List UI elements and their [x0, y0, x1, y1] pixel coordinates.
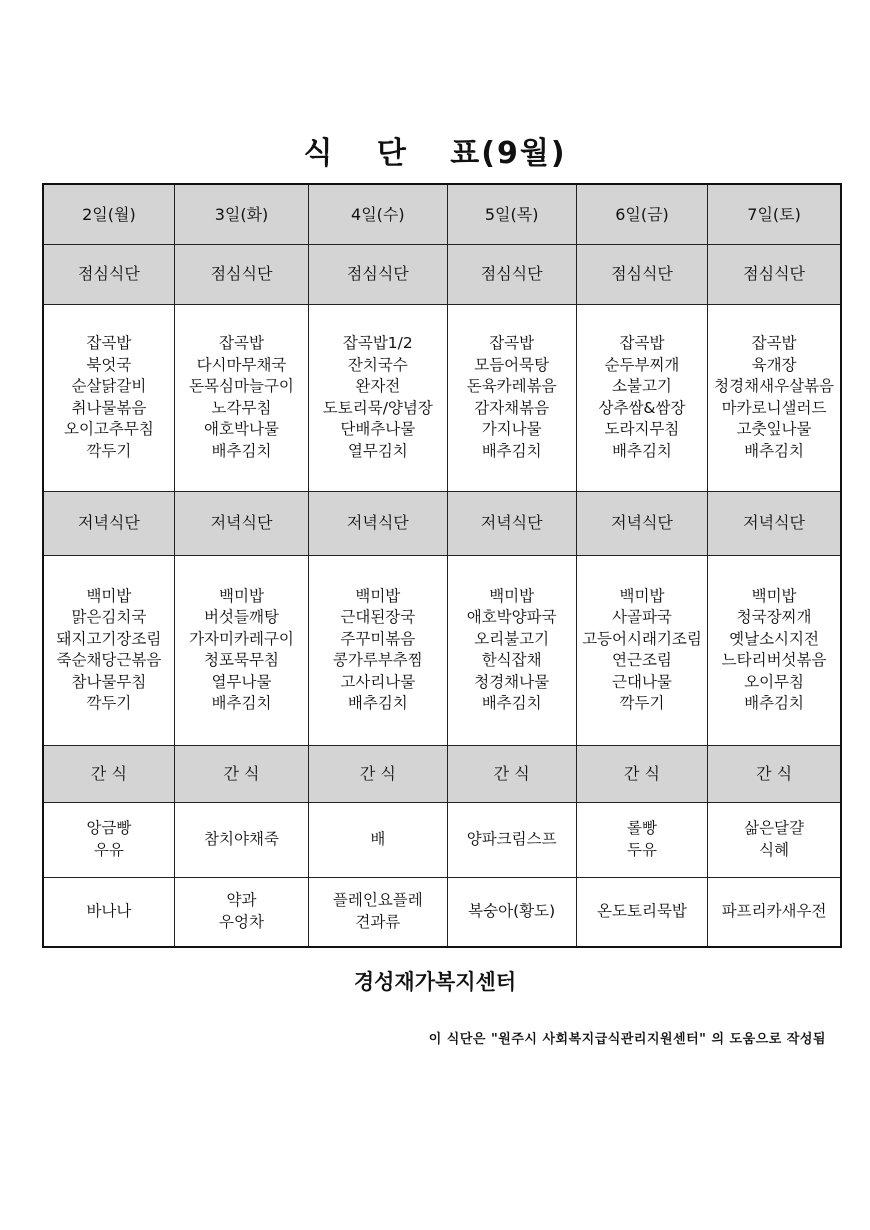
- menu-item: 소불고기: [612, 377, 672, 395]
- menu-item: 가자미카레구이: [189, 629, 294, 648]
- lunch-label-row: [43, 244, 841, 304]
- day-header: 7일(토): [708, 184, 841, 244]
- menu-item: 백미밥: [219, 586, 264, 605]
- menu-item: 근대된장국: [340, 608, 416, 626]
- dinner-menu-cell: [309, 555, 447, 745]
- menu-item: 취나물볶음: [71, 398, 147, 417]
- menu-item: 고춧잎나물: [736, 420, 812, 438]
- snack-row-1: [43, 802, 841, 877]
- snack-cell: [447, 802, 576, 877]
- snack-cell: [174, 802, 308, 877]
- menu-item: 잡곡밥: [219, 334, 264, 352]
- menu-item: 잡곡밥1/2: [342, 334, 413, 352]
- menu-item: 깍두기: [86, 694, 132, 712]
- snack-cell: [708, 802, 841, 877]
- menu-item: 다시마무채국: [196, 355, 287, 374]
- menu-item: 우유: [93, 840, 124, 859]
- menu-item: 오이무침: [744, 672, 805, 691]
- day-header: 2일(월): [43, 184, 174, 244]
- snack-cell: [309, 802, 447, 877]
- menu-item: 죽순채당근볶음: [56, 651, 162, 669]
- lunch-menu-cell: [43, 304, 174, 491]
- center-name: 경성재가복지센터: [353, 970, 517, 994]
- menu-item: 복숭아(황도): [468, 902, 556, 920]
- menu-item: 육개장: [751, 355, 797, 374]
- menu-item: 백미밥: [355, 586, 401, 605]
- menu-item: 잡곡밥: [619, 334, 665, 352]
- menu-item: 맑은김치국: [71, 608, 147, 626]
- dinner-menu-cell: [43, 555, 174, 745]
- menu-item: 근대나물: [612, 672, 672, 691]
- menu-item: 깍두기: [619, 694, 665, 712]
- page-title: 식 단 표(9월): [303, 136, 567, 171]
- snack-label-row: [43, 745, 841, 802]
- dinner-label: 저녁식단: [43, 491, 174, 555]
- menu-item: 열무김치: [347, 441, 408, 460]
- menu-item: 애호박나물: [204, 420, 279, 438]
- lunch-menu-row: [43, 304, 841, 491]
- menu-item: 옛날소시지전: [729, 629, 819, 648]
- menu-item: 고등어시래기조림: [582, 629, 702, 648]
- dinner-label-row: [43, 491, 841, 555]
- day-header: 4일(수): [309, 184, 447, 244]
- snack-cell: [576, 877, 707, 947]
- menu-item: 배추김치: [612, 441, 672, 460]
- menu-item: 오리불고기: [474, 629, 550, 648]
- menu-item: 마카로니샐러드: [721, 398, 827, 417]
- menu-item: 견과류: [355, 912, 401, 931]
- menu-item: 잡곡밥: [489, 334, 535, 352]
- dinner-label: 저녁식단: [576, 491, 707, 555]
- lunch-menu-cell: [447, 304, 576, 491]
- menu-item: 우엉차: [219, 912, 264, 931]
- lunch-menu-cell: [708, 304, 841, 491]
- menu-item: 백미밥: [751, 586, 797, 605]
- menu-item: 고사리나물: [340, 672, 416, 691]
- menu-item: 앙금빵: [86, 819, 132, 837]
- dinner-label: 저녁식단: [447, 491, 576, 555]
- day-header-row: [43, 184, 841, 244]
- lunch-label: 점심식단: [447, 244, 576, 304]
- dinner-menu-cell: [174, 555, 308, 745]
- menu-item: 백미밥: [489, 586, 535, 605]
- dinner-label: 저녁식단: [708, 491, 841, 555]
- snack-cell: [309, 877, 447, 947]
- dinner-menu-row: [43, 555, 841, 745]
- snack-cell: [447, 877, 576, 947]
- snack-label: 간 식: [309, 745, 447, 802]
- menu-item: 참나물무침: [71, 672, 147, 691]
- menu-item: 삶은달걀: [744, 819, 805, 837]
- menu-item: 애호박양파국: [466, 608, 557, 626]
- menu-item: 파프리카새우전: [721, 902, 827, 920]
- day-header: 3일(화): [174, 184, 308, 244]
- dinner-menu-cell: [708, 555, 841, 745]
- menu-item: 잡곡밥: [86, 334, 132, 352]
- day-header: 5일(목): [447, 184, 576, 244]
- lunch-menu-cell: [309, 304, 447, 491]
- menu-item: 식혜: [759, 840, 790, 859]
- menu-item: 백미밥: [86, 586, 132, 605]
- menu-item: 양파크림스프: [466, 829, 557, 848]
- menu-item: 도토리묵/양념장: [322, 398, 433, 417]
- menu-item: 노각무침: [211, 398, 272, 417]
- menu-item: 북엇국: [86, 355, 132, 374]
- snack-cell: [174, 877, 308, 947]
- dinner-menu-cell: [576, 555, 707, 745]
- snack-cell: [43, 877, 174, 947]
- menu-item: 한식잡채: [481, 651, 542, 669]
- snack-cell: [576, 802, 707, 877]
- dinner-label: 저녁식단: [309, 491, 447, 555]
- dinner-label: 저녁식단: [174, 491, 308, 555]
- day-header: 6일(금): [576, 184, 707, 244]
- menu-item: 단배추나물: [340, 420, 416, 438]
- snack-label: 간 식: [174, 745, 308, 802]
- menu-item: 가지나물: [481, 420, 542, 438]
- menu-item: 플레인요플레: [332, 891, 423, 910]
- menu-item: 상추쌈&쌈장: [598, 398, 686, 417]
- menu-item: 주꾸미볶음: [340, 629, 416, 648]
- menu-item: 감자채볶음: [474, 398, 550, 417]
- snack-label: 간 식: [447, 745, 576, 802]
- meal-plan-table: [42, 183, 842, 948]
- menu-item: 버섯들깨탕: [204, 608, 279, 626]
- menu-item: 잔치국수: [347, 355, 408, 374]
- menu-item: 바나나: [86, 902, 132, 920]
- snack-label: 간 식: [708, 745, 841, 802]
- menu-item: 청국장찌개: [736, 608, 812, 626]
- menu-item: 약과: [226, 891, 257, 910]
- menu-item: 느타리버섯볶음: [721, 651, 827, 669]
- menu-item: 돈목심마늘구이: [189, 377, 294, 395]
- menu-item: 잡곡밥: [751, 334, 797, 352]
- lunch-menu-cell: [174, 304, 308, 491]
- snack-cell: [43, 802, 174, 877]
- lunch-menu-cell: [576, 304, 707, 491]
- footer-note: 이 식단은 "원주시 사회복지급식관리지원센터" 의 도움으로 작성됨: [428, 1032, 826, 1047]
- menu-item: 두유: [627, 840, 657, 859]
- menu-item: 완자전: [355, 377, 401, 395]
- menu-item: 배추김치: [211, 694, 272, 712]
- menu-item: 순두부찌개: [604, 355, 680, 374]
- lunch-label: 점심식단: [708, 244, 841, 304]
- menu-item: 사골파국: [612, 608, 672, 626]
- menu-item: 롤빵: [627, 819, 657, 837]
- lunch-label: 점심식단: [43, 244, 174, 304]
- menu-item: 순살닭갈비: [71, 377, 147, 395]
- menu-item: 돈육카레볶음: [466, 377, 557, 395]
- menu-item: 오이고추무침: [63, 420, 154, 438]
- menu-item: 콩가루부추찜: [332, 651, 423, 669]
- menu-item: 청경채나물: [474, 672, 550, 691]
- lunch-label: 점심식단: [309, 244, 447, 304]
- menu-item: 배: [370, 829, 386, 848]
- lunch-label: 점심식단: [174, 244, 308, 304]
- menu-item: 배추김치: [347, 694, 408, 712]
- menu-item: 배추김치: [211, 441, 272, 460]
- lunch-label: 점심식단: [576, 244, 707, 304]
- menu-item: 배추김치: [481, 441, 542, 460]
- menu-item: 온도토리묵밥: [597, 902, 687, 920]
- dinner-menu-cell: [447, 555, 576, 745]
- menu-item: 참치야채죽: [204, 829, 279, 848]
- menu-item: 배추김치: [744, 694, 805, 712]
- menu-item: 백미밥: [619, 586, 665, 605]
- menu-item: 깍두기: [86, 441, 132, 460]
- snack-row-2: [43, 877, 841, 947]
- menu-item: 배추김치: [481, 694, 542, 712]
- menu-item: 모듬어묵탕: [474, 355, 550, 374]
- menu-item: 연근조림: [612, 651, 672, 669]
- menu-item: 열무나물: [211, 672, 272, 691]
- menu-item: 도라지무침: [604, 420, 680, 438]
- menu-item: 청경채새우살볶음: [714, 377, 834, 395]
- snack-label: 간 식: [576, 745, 707, 802]
- menu-item: 배추김치: [744, 441, 805, 460]
- snack-label: 간 식: [43, 745, 174, 802]
- menu-item: 청포묵무침: [204, 651, 279, 669]
- menu-item: 돼지고기장조림: [56, 629, 162, 648]
- snack-cell: [708, 877, 841, 947]
